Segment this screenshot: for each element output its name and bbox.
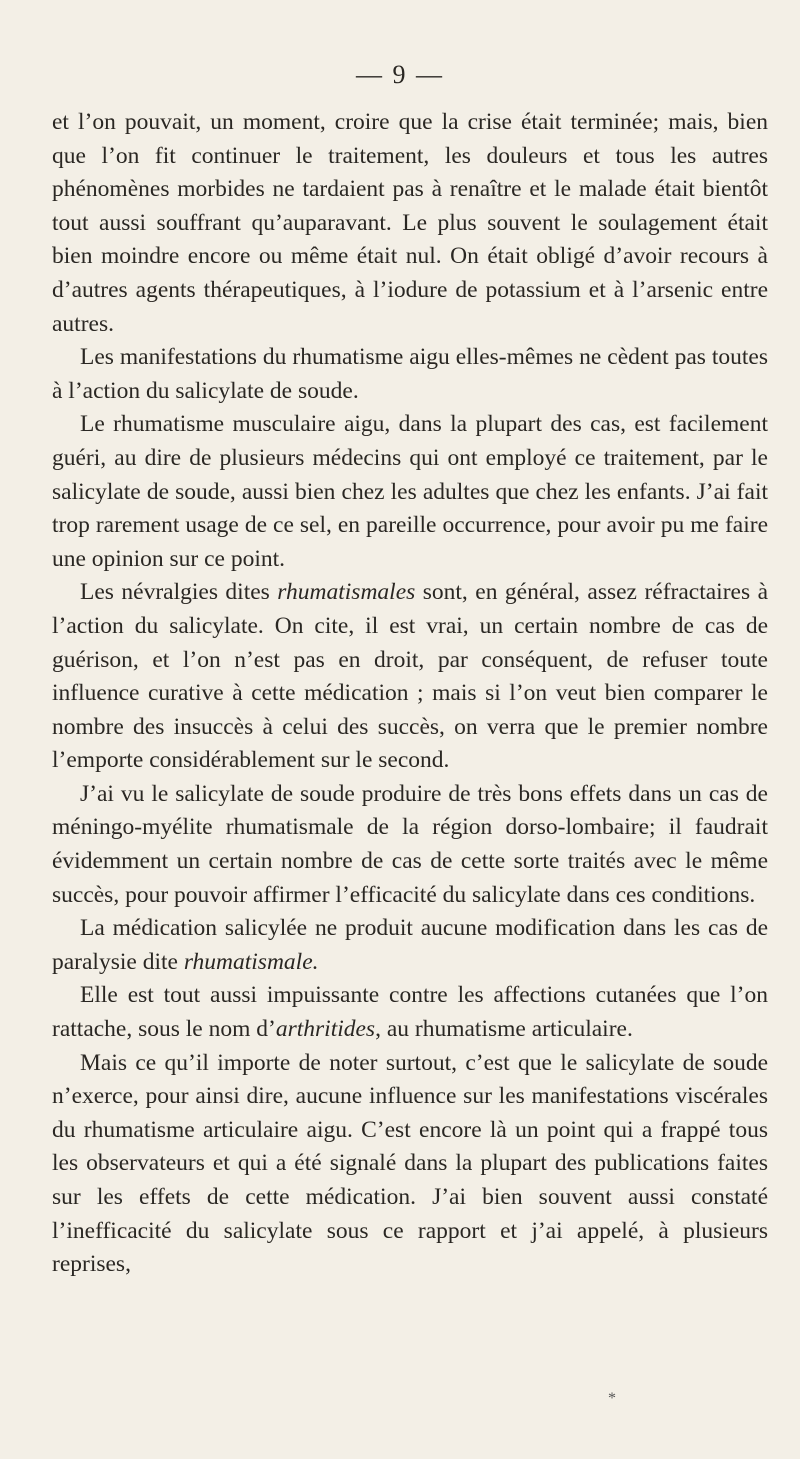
paragraph-text: , au rhumatisme articulaire. [375, 1016, 633, 1043]
footer-mark: * [608, 1390, 616, 1407]
paragraph [52, 778, 768, 912]
paragraph-text: Elle est tout aussi impuissante contre les affections cutanées que l’on rattache, sous le nom d’ [52, 982, 768, 1043]
paragraph-text: J’ai vu le salicylate de soude produire de très bons effets dans un cas de méningo-myélite rhumatismale de la région dorso-lombaire; il faudrait évidemment un certain nombre de cas de cette sorte traités avec le même succès, pour pouvoir affirmer l’efficacité du salicylate dans ces conditions. [52, 780, 768, 908]
paragraph-text: Les névralgies dites [80, 579, 278, 606]
paragraph-text: Le rhumatisme musculaire aigu, dans la plupart des cas, est facilement guéri, au dire de plusieurs médecins qui ont employé ce traitement, par le salicylate de soude, aussi bien chez les adultes que chez les enfants. J’ai fait trop rarement usage de ce sel, en pareille occurrence, pour avoir pu me faire une opinion sur ce point. [52, 411, 768, 572]
paragraph [52, 341, 768, 408]
paragraph-text: Les manifestations du rhumatisme aigu elles-mêmes ne cèdent pas toutes à l’action du salicylate de soude. [52, 344, 768, 404]
paragraph-text: La médication salicylée ne produit aucune modification dans les cas de paralysie dite [52, 915, 768, 975]
paragraph-text: et l’on pouvait, un moment, croire que la crise était terminée; mais, bien que l’on fit continuer le traitement, les douleurs et tous les autres phénomènes morbides ne tardaient pas à renaître et le malade était bientôt tout aussi souffrant qu’auparavant. Le plus souvent le soulagement était bien moindre encore ou même était nul. On était obligé d’avoir recours à d’autres agents thérapeutiques, à l’iodure de potassium et à l’arsenic entre autres. [52, 109, 768, 337]
page-number: — 9 — [356, 60, 444, 89]
italic-text: arthritides [275, 1016, 376, 1043]
paragraph [52, 106, 768, 341]
body-text [52, 106, 768, 1282]
italic-text: rhumatismales [277, 579, 416, 606]
paragraph-text: sont, en général, assez réfractaires à l’action du salicylate. On cite, il est vrai, un certain nombre de cas de guérison, et l’on n’est pas en droit, par conséquent, de refuser toute influence curative à cette médication ; mais si l’on veut bien comparer le nombre des insuccès à celui des succès, on verra que le premier nombre l’emporte considérablement sur le second. [52, 579, 769, 774]
paragraph [52, 408, 768, 576]
paragraph [52, 1047, 768, 1282]
paragraph [52, 979, 768, 1046]
paragraph-text: Mais ce qu’il importe de noter surtout, c’est que le salicylate de soude n’exerce, pour ainsi dire, aucune influence sur les manifestations viscérales du rhumatisme articulaire aigu. C’est encore là un point qui a frappé tous les observateurs et qui a été signalé dans la plupart des publications faites sur les effets de cette médication. J’ai bien souvent aussi constaté l’inefficacité du salicylate sous ce rapport et j’ai appelé, à plusieurs reprises, [52, 1049, 768, 1278]
paragraph [52, 912, 768, 979]
paragraph [52, 576, 768, 778]
italic-text: rhumatismale. [183, 948, 319, 975]
